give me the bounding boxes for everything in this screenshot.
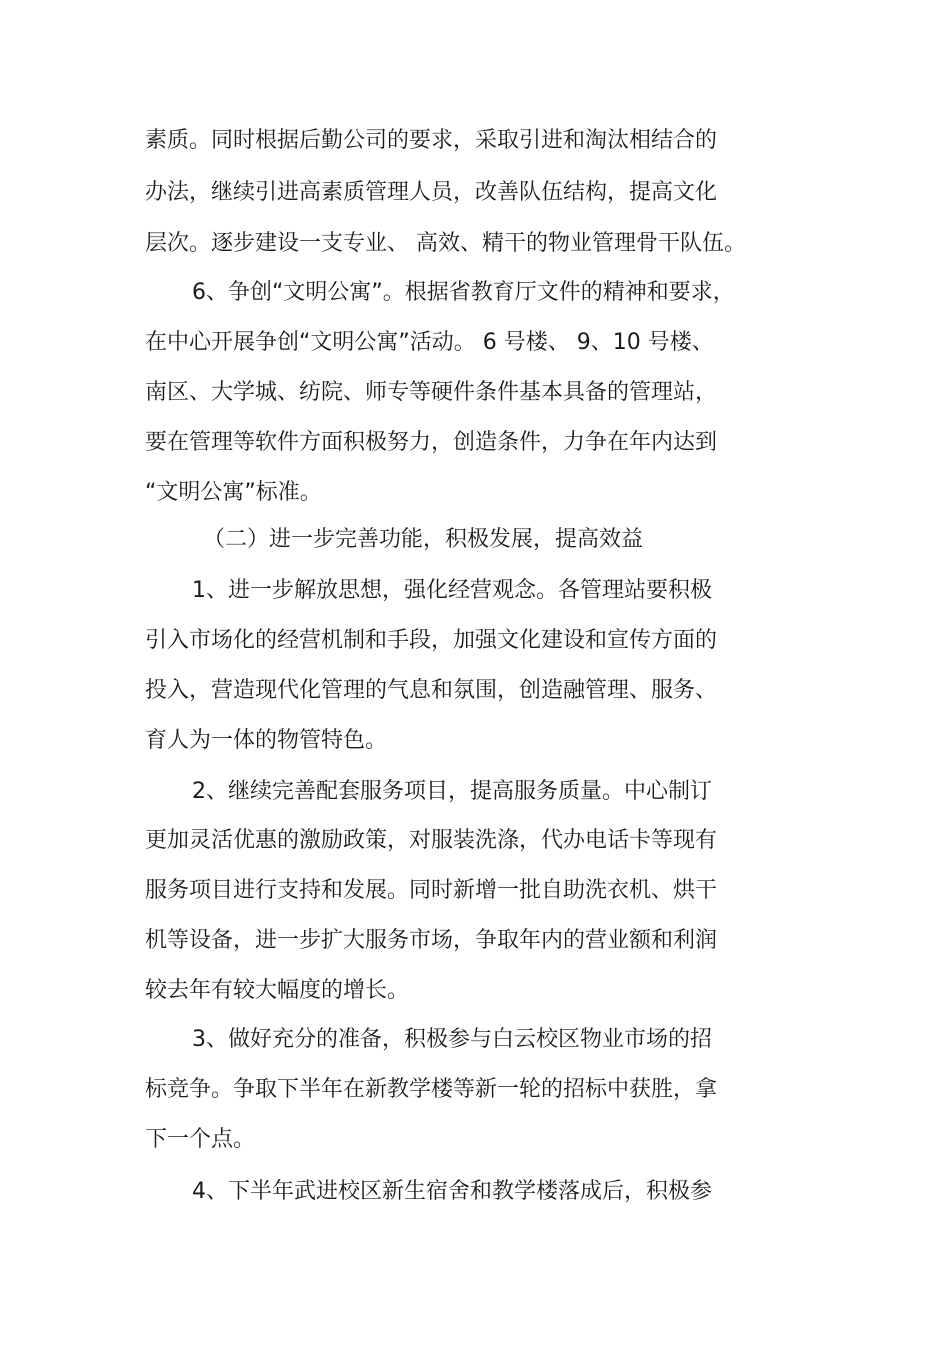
text-line: 层次。逐步建设一支专业、 高效、精干的物业管理骨干队伍。	[145, 231, 746, 256]
text-line: 育人为一体的物管特色。	[145, 728, 388, 753]
paragraph-4-heading: 4、下半年武进校区新生宿舍和教学楼落成后，积极参	[192, 1179, 712, 1204]
text-line: 较去年有较大幅度的增长。	[145, 978, 410, 1003]
text-line: 服务项目进行支持和发展。同时新增一批自助洗衣机、烘干	[145, 878, 718, 903]
paragraph-1-heading: 1、进一步解放思想，强化经营观念。各管理站要积极	[192, 578, 712, 603]
paragraph-3-heading: 3、做好充分的准备，积极参与白云校区物业市场的招	[192, 1027, 712, 1052]
text-line: “文明公寓”标准。	[145, 480, 322, 505]
text-line: 办法，继续引进高素质管理人员，改善队伍结构，提高文化	[145, 180, 718, 205]
section-heading: （二）进一步完善功能，积极发展，提高效益	[203, 527, 644, 552]
text-line: 投入，营造现代化管理的气息和氛围，创造融管理、服务、	[145, 678, 718, 703]
paragraph-6-heading: 6、争创“文明公寓”。根据省教育厅文件的精神和要求，	[192, 280, 735, 305]
text-line: 在中心开展争创“文明公寓”活动。 6 号楼、 9、10 号楼、	[145, 330, 714, 355]
text-line: 素质。同时根据后勤公司的要求，采取引进和淘汰相结合的	[145, 128, 718, 153]
paragraph-2-heading: 2、继续完善配套服务项目，提高服务质量。中心制订	[192, 779, 712, 804]
text-line: 机等设备，进一步扩大服务市场，争取年内的营业额和利润	[145, 928, 718, 953]
text-line: 下一个点。	[145, 1127, 256, 1152]
text-line: 标竞争。争取下半年在新教学楼等新一轮的招标中获胜，拿	[145, 1077, 718, 1102]
text-line: 更加灵活优惠的激励政策，对服装洗涤，代办电话卡等现有	[145, 828, 718, 853]
text-line: 南区、大学城、纺院、师专等硬件条件基本具备的管理站，	[145, 380, 718, 405]
text-line: 引入市场化的经营机制和手段，加强文化建设和宣传方面的	[145, 628, 718, 653]
text-line: 要在管理等软件方面积极努力，创造条件，力争在年内达到	[145, 430, 718, 455]
